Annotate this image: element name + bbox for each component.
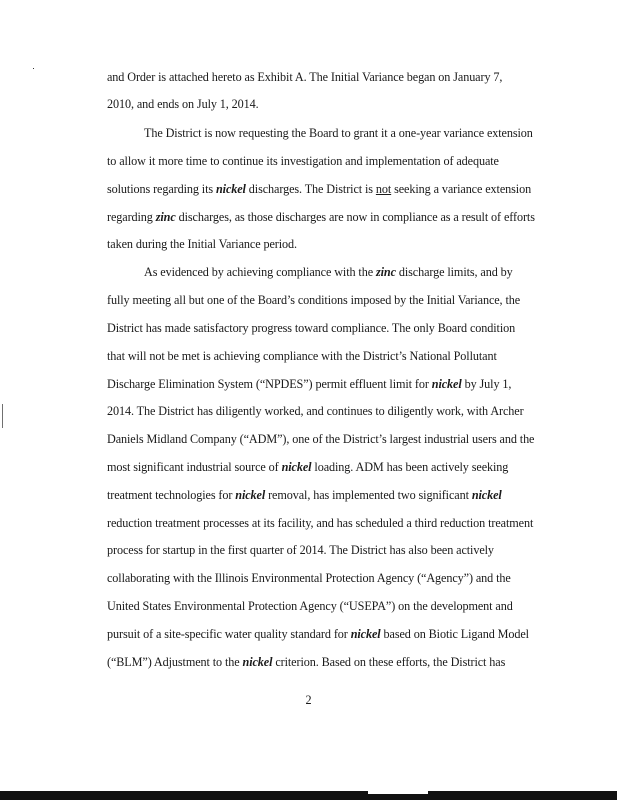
body-line: to allow it more time to continue its investigation and implementation of adequate bbox=[107, 154, 499, 168]
emphasis-nickel: nickel bbox=[431, 377, 462, 391]
line-text: by July 1, bbox=[461, 377, 512, 391]
line-text: regarding bbox=[107, 210, 156, 224]
emphasis-nickel: nickel bbox=[471, 488, 502, 502]
emphasis-nickel: nickel bbox=[281, 460, 312, 474]
line-text: As evidenced by achieving compliance with the bbox=[144, 265, 376, 279]
body-line: that will not be met is achieving compliance with the District’s National Pollutant bbox=[107, 349, 497, 363]
line-text: seeking a variance extension bbox=[391, 182, 532, 196]
body-line: process for startup in the first quarter of 2014. The District has also been actively bbox=[107, 543, 494, 557]
line-text: Discharge Elimination System (“NPDES”) permit effluent limit for bbox=[107, 377, 432, 391]
body-line: 2014. The District has diligently worked, and continues to diligently work, with Archer bbox=[107, 404, 524, 418]
body-line: reduction treatment processes at its facility, and has scheduled a third reduction treatment bbox=[107, 516, 534, 530]
emphasis-nickel: nickel bbox=[235, 488, 266, 502]
line-text: removal, has implemented two significant bbox=[265, 488, 472, 502]
scan-speck bbox=[33, 68, 34, 69]
emphasis-zinc: zinc bbox=[375, 265, 396, 279]
line-text: criterion. Based on these efforts, the District has bbox=[272, 655, 506, 669]
body-line bbox=[107, 655, 547, 669]
line-text: based on Biotic Ligand Model bbox=[380, 627, 529, 641]
body-line bbox=[107, 377, 547, 391]
body-line bbox=[107, 182, 547, 196]
body-line bbox=[107, 210, 547, 224]
scan-bottom-gap bbox=[368, 791, 428, 794]
line-text: (“BLM”) Adjustment to the bbox=[107, 655, 243, 669]
emphasis-not: not bbox=[375, 182, 392, 196]
line-text: pursuit of a site-specific water quality standard for bbox=[107, 627, 351, 641]
page-number: 2 bbox=[305, 693, 312, 707]
paragraph-start-line: The District is now requesting the Board to grant it a one-year variance extension bbox=[144, 126, 533, 140]
emphasis-nickel: nickel bbox=[350, 627, 381, 641]
body-line: fully meeting all but one of the Board’s conditions imposed by the Initial Variance, the bbox=[107, 293, 521, 307]
line-text: discharges. The District is bbox=[245, 182, 376, 196]
emphasis-zinc: zinc bbox=[155, 210, 176, 224]
scan-edge-mark bbox=[2, 404, 3, 428]
emphasis-nickel: nickel bbox=[242, 655, 273, 669]
line-text: discharges, as those discharges are now in compliance as a result of efforts bbox=[175, 210, 535, 224]
body-line: 2010, and ends on July 1, 2014. bbox=[107, 97, 259, 111]
line-text: loading. ADM has been actively seeking bbox=[311, 460, 509, 474]
body-line: taken during the Initial Variance period. bbox=[107, 237, 297, 251]
scan-bottom-edge bbox=[0, 791, 617, 800]
body-line: United States Environmental Protection Agency (“USEPA”) on the development and bbox=[107, 599, 513, 613]
body-line bbox=[107, 460, 547, 474]
paragraph-start-line bbox=[144, 265, 547, 279]
line-text: solutions regarding its bbox=[107, 182, 216, 196]
body-line bbox=[107, 627, 547, 641]
body-line: and Order is attached hereto as Exhibit A. The Initial Variance began on January 7, bbox=[107, 70, 503, 84]
body-line bbox=[107, 488, 547, 502]
body-line: Daniels Midland Company (“ADM”), one of the District’s largest industrial users and the bbox=[107, 432, 535, 446]
body-line: District has made satisfactory progress toward compliance. The only Board condition bbox=[107, 321, 516, 335]
line-text: most significant industrial source of bbox=[107, 460, 282, 474]
line-text: discharge limits, and by bbox=[395, 265, 513, 279]
emphasis-nickel: nickel bbox=[215, 182, 246, 196]
body-line: collaborating with the Illinois Environmental Protection Agency (“Agency”) and the bbox=[107, 571, 511, 585]
line-text: treatment technologies for bbox=[107, 488, 236, 502]
